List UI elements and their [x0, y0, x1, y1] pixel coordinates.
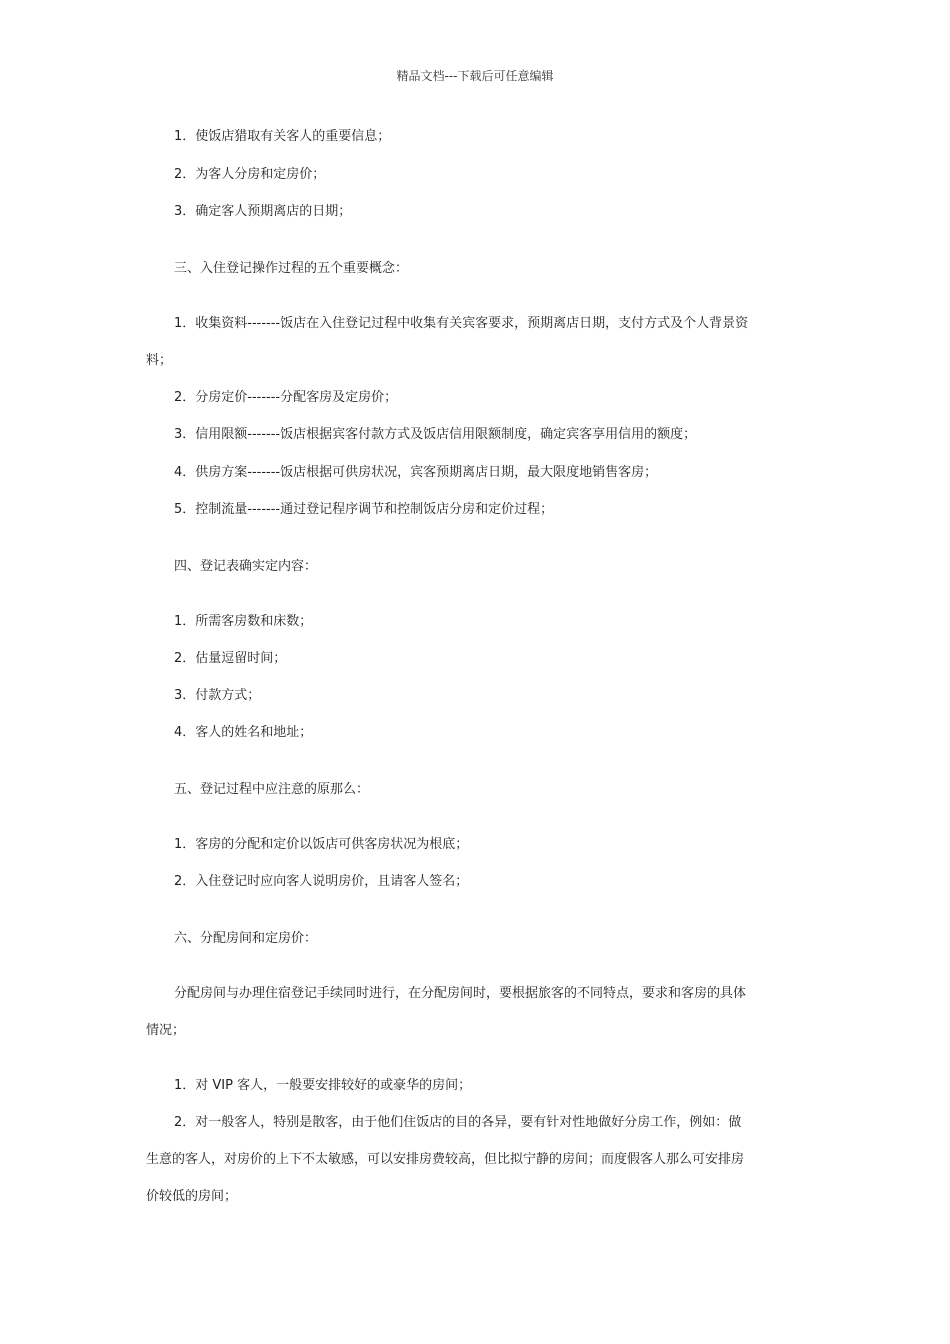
list-item: 1．收集资料-------饭店在入住登记过程中收集有关宾客要求，预期离店日期，支付方式及个人背景资: [174, 316, 749, 331]
paragraph-continuation: 情况；: [146, 1023, 186, 1038]
list-item-continuation: 价较低的房间；: [146, 1189, 238, 1204]
list-item: 3．信用限额-------饭店根据宾客付款方式及饭店信用限额制度，确定宾客享用信用的额度；: [174, 427, 697, 442]
list-item: 2．分房定价-------分配客房及定房价；: [174, 390, 398, 405]
list-item: 2．对一般客人，特别是散客，由于他们住饭店的目的各异，要有针对性地做好分房工作，例如：做: [174, 1115, 742, 1130]
list-item: 1．对 VIP 客人，一般要安排较好的或豪华的房间；: [174, 1078, 472, 1093]
list-item: 3．付款方式；: [174, 688, 261, 703]
list-item: 5．控制流量-------通过登记程序调节和控制饭店分房和定价过程；: [174, 502, 554, 517]
list-item: 4．客人的姓名和地址；: [174, 725, 313, 740]
list-item: 1．使饭店猎取有关客人的重要信息；: [174, 129, 391, 144]
section-heading: 四、登记表确实定内容：: [174, 559, 318, 574]
paragraph: 分配房间与办理住宿登记手续同时进行，在分配房间时，要根据旅客的不同特点，要求和客房的具体: [174, 986, 747, 1001]
list-item: 1．客房的分配和定价以饭店可供客房状况为根底；: [174, 837, 469, 852]
list-item: 1．所需客房数和床数；: [174, 614, 313, 629]
list-item: 2．估量逗留时间；: [174, 651, 287, 666]
list-item-continuation: 生意的客人，对房价的上下不太敏感，可以安排房费较高，但比拟宁静的房间；而度假客人那么可安排房: [146, 1152, 745, 1167]
list-item: 3．确定客人预期离店的日期；: [174, 204, 352, 219]
page-header: 精品文档---下载后可任意编辑: [396, 69, 554, 83]
section-heading: 三、入住登记操作过程的五个重要概念：: [174, 261, 409, 276]
list-item-continuation: 料；: [146, 353, 173, 368]
list-item: 2．入住登记时应向客人说明房价，且请客人签名；: [174, 874, 469, 889]
section-heading: 六、分配房间和定房价：: [174, 931, 318, 946]
list-item: 2．为客人分房和定房价；: [174, 167, 326, 182]
section-heading: 五、登记过程中应注意的原那么：: [174, 782, 370, 797]
list-item: 4．供房方案-------饭店根据可供房状况，宾客预期离店日期，最大限度地销售客房；: [174, 465, 658, 480]
